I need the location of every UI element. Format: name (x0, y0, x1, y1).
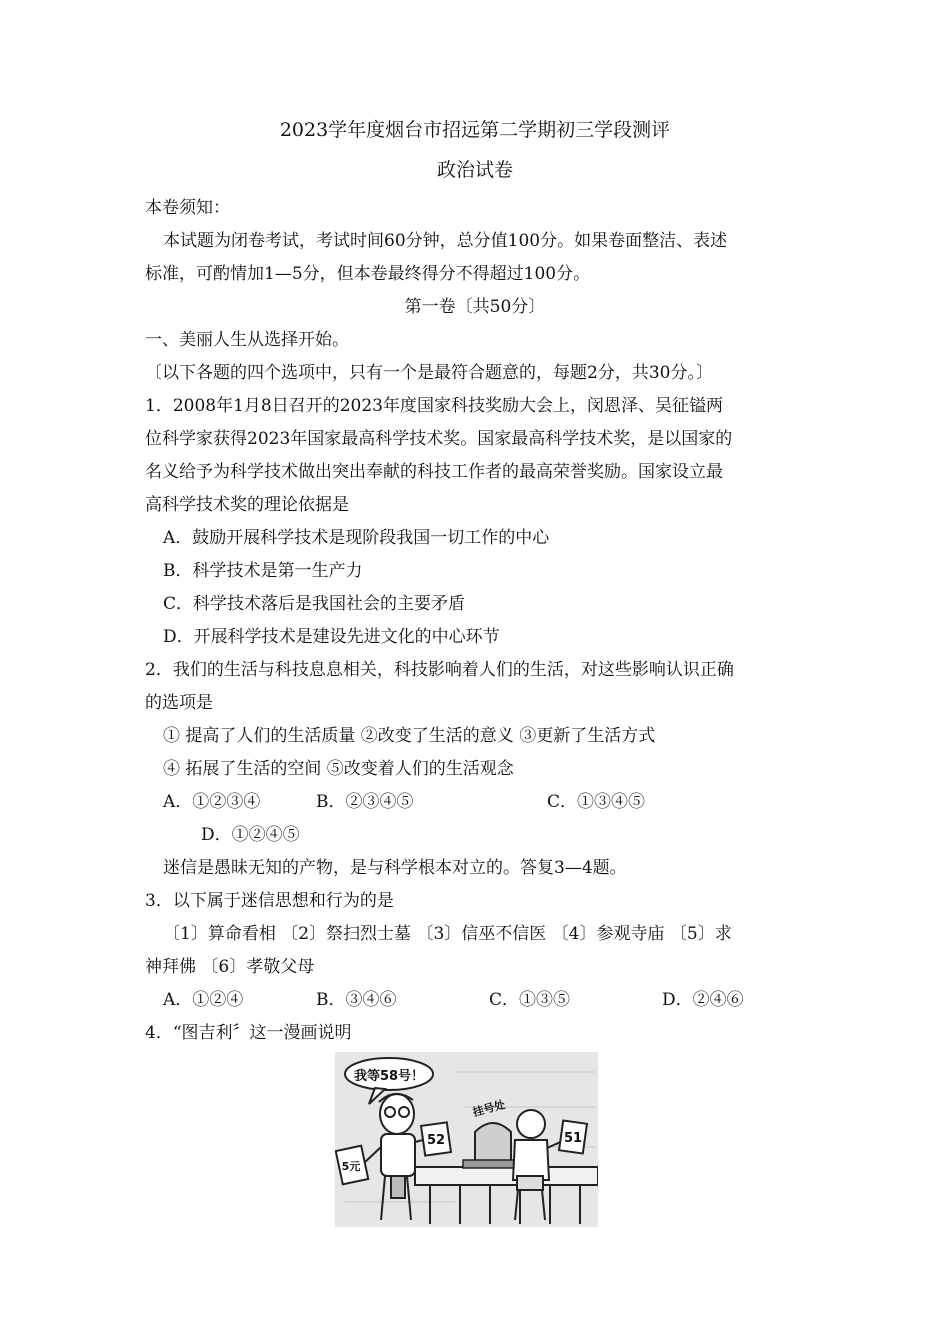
ticket-52 (421, 1122, 451, 1155)
left-paper (336, 1146, 369, 1185)
q2-option-b: B．②③④⑤ (316, 792, 414, 812)
q2-option-c: C．①③④⑤ (547, 792, 646, 812)
section-instructions: 〔以下各题的四个选项中，只有一个是最符合题意的，每题2分，共30分。〕 (145, 363, 713, 383)
notice-line-1: 本试题为闭卷考试，考试时间60分钟，总分值100分。如果卷面整洁、表述 (163, 231, 728, 251)
q4-stem: 4．“图吉利〞这一漫画说明 (145, 1023, 352, 1043)
q3-option-c: C．①③⑤ (489, 990, 571, 1010)
q2-items-line-1: ① 提高了人们的生活质量 ②改变了生活的意义 ③更新了生活方式 (163, 726, 656, 746)
q1-stem-line: 位科学家获得2023年国家最高科学技术奖。国家最高科学技术奖，是以国家的 (145, 429, 733, 449)
q1-option-b: B．科学技术是第一生产力 (163, 561, 363, 581)
q2-items-line-2: ④ 拓展了生活的空间 ⑤改变着人们的生活观念 (163, 759, 514, 779)
cartoon-drawing (335, 1052, 598, 1227)
q3-items-line-1: 〔1〕算命看相 〔2〕祭扫烈士墓 〔3〕信巫不信医 〔4〕参观寺庙 〔5〕求 (163, 924, 732, 944)
q1-stem-line: 高科学技术奖的理论依据是 (145, 495, 349, 515)
window-sign: 挂号处 (471, 1098, 507, 1120)
ticket-right-number: 51 (563, 1131, 583, 1146)
q2-stem-line: 2．我们的生活与科技息息相关，科技影响着人们的生活，对这些影响认识正确 (145, 660, 734, 680)
q1-option-c: C．科学技术落后是我国社会的主要矛盾 (163, 594, 466, 614)
q3-items-line-2: 神拜佛 〔6〕孝敬父母 (145, 957, 315, 977)
q3-stem: 3．以下属于迷信思想和行为的是 (145, 891, 394, 911)
section-title: 一、美丽人生从选择开始。 (145, 330, 349, 350)
exam-subtitle: 政治试卷 (436, 159, 513, 181)
ticket-left-number: 52 (426, 1133, 446, 1148)
exam-title: 2023学年度烟台市招远第二学期初三学段测评 (279, 119, 671, 141)
passage-text: 迷信是愚昧无知的产物，是与科学根本对立的。答复3—4题。 (163, 858, 627, 878)
ticket-51 (559, 1120, 587, 1153)
notice-line-2: 标准，可酌情加1—5分，但本卷最终得分不得超过100分。 (145, 264, 591, 284)
q2-option-d: D．①②④⑤ (201, 825, 300, 845)
q1-stem-line: 1．2008年1月8日召开的2023年度国家科技奖励大会上，闵恩泽、吴征镒两 (145, 396, 723, 416)
q1-option-d: D．开展科学技术是建设先进文化的中心环节 (163, 627, 500, 647)
cartoon-illustration (335, 1052, 598, 1227)
q3-option-d: D．②④⑥ (662, 990, 744, 1010)
q1-option-a: A．鼓励开展科学技术是现阶段我国一切工作的中心 (163, 528, 550, 548)
q3-option-b: B．③④⑥ (316, 990, 397, 1010)
paper-left-text: 5元 (341, 1160, 361, 1173)
notice-heading: 本卷须知： (145, 198, 230, 218)
q2-option-a: A．①②③④ (163, 792, 261, 812)
speech-text: 我等58号！ (353, 1069, 425, 1084)
volume-title: 第一卷〔共50分〕 (404, 297, 546, 317)
q2-stem-line: 的选项是 (145, 693, 213, 713)
q3-option-a: A．①②④ (163, 990, 244, 1010)
q1-stem-line: 名义给予为科学技术做出突出奉献的科技工作者的最高荣誉奖励。国家设立最 (145, 462, 723, 482)
